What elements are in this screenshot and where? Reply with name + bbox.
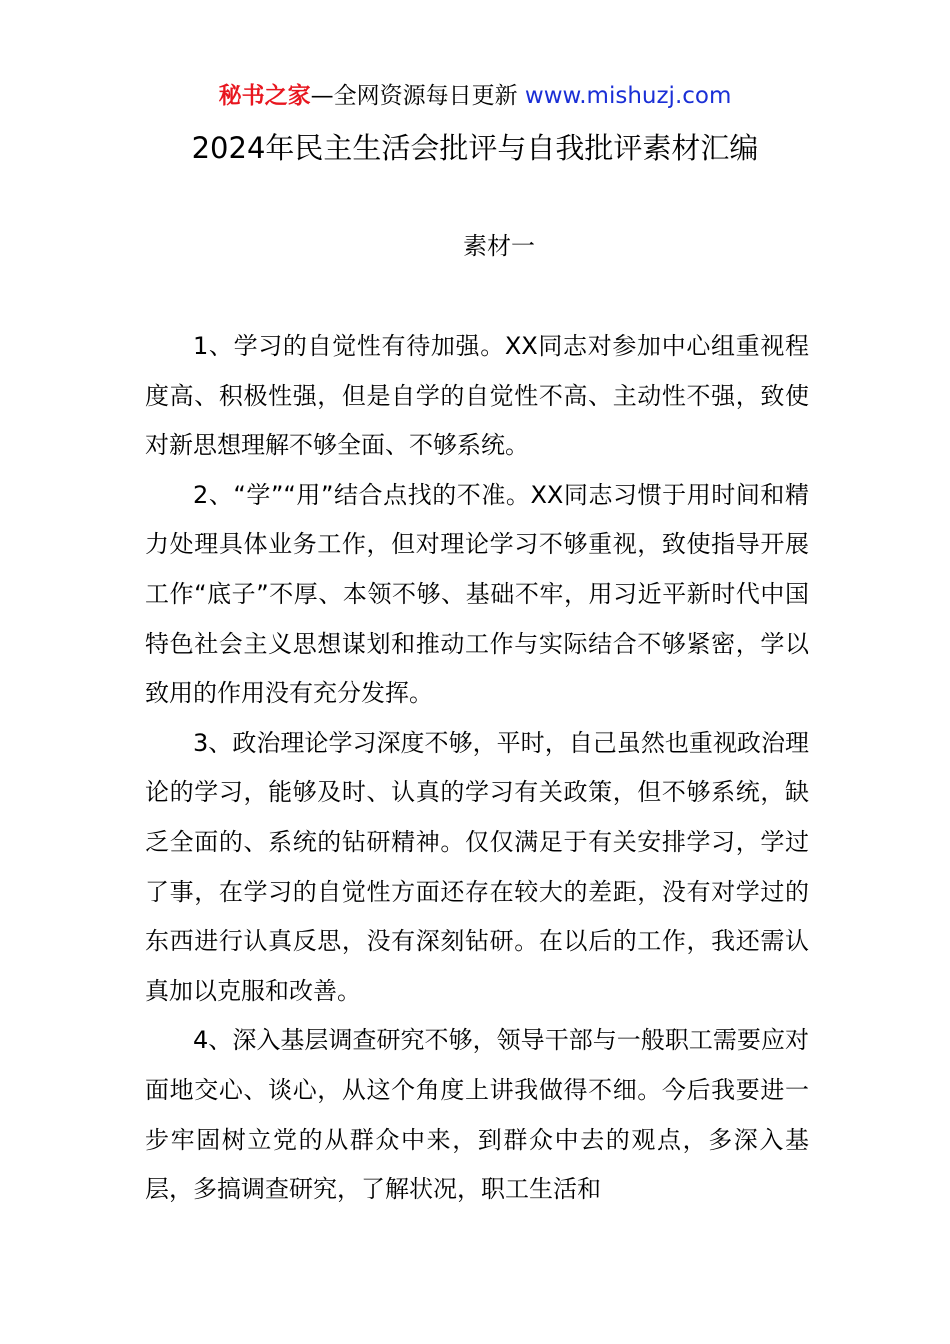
paragraph-2: 2、“学”“用”结合点找的不准。XX同志习惯于用时间和精力处理具体业务工作，但对理论学习不够重视，致使指导开展工作“底子”不厚、本领不够、基础不牢，用习近平新时代中国特色社会主义思想谋划和推动工作与实际结合不够紧密，学以致用的作用没有充分发挥。 [145,480,809,708]
site-header [0,80,950,112]
site-url-link[interactable]: www.mishuzj.com [524,83,732,109]
section-heading: 素材一 [463,232,535,260]
site-brand: 秘书之家 [218,83,311,109]
paragraph-4: 4、深入基层调查研究不够，领导干部与一般职工需要应对面地交心、谈心，从这个角度上讲我做得不细。今后我要进一步牢固树立党的从群众中来，到群众中去的观点，多深入基层，多搞调查研究，了解状况，职工生活和 [145,1026,809,1204]
document-body [145,322,809,1215]
document-title: 2024年民主生活会批评与自我批评素材汇编 [191,131,759,165]
paragraph-1: 1、学习的自觉性有待加强。XX同志对参加中心组重视程度高、积极性强，但是自学的自觉性不高、主动性不强，致使对新思想理解不够全面、不够系统。 [145,332,809,460]
paragraph-3: 3、政治理论学习深度不够，平时，自己虽然也重视政治理论的学习，能够及时、认真的学习有关政策，但不够系统，缺乏全面的、系统的钻研精神。仅仅满足于有关安排学习，学过了事，在学习的自觉性方面还存在较大的差距，没有对学过的东西进行认真反思，没有深刻钻研。在以后的工作，我还需认真加以克服和改善。 [145,728,809,1005]
site-tagline: —全网资源每日更新 [310,83,525,109]
